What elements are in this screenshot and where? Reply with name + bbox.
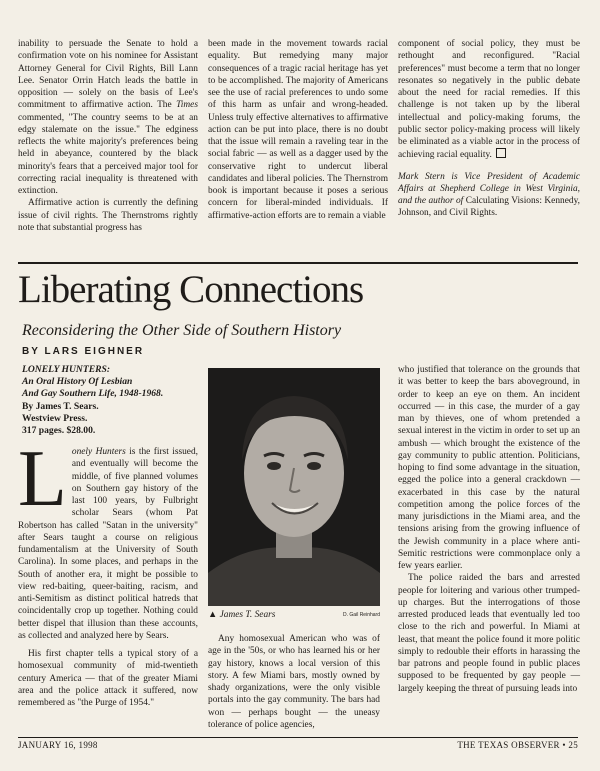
paragraph: inability to persuade the Senate to hold a confirmation vote on his nominee for Assistant Attorney General for Civil Rights, Bill Lann Lee. Senator Orrin Hatch leads the battle in opposition — solely on the basis of Lee's commitment to affirmative action. The Times commented, "The country seems to be at an edgy stalemate on the issue." The edginess reflects the white majority's preferences being held in abeyance, countered by the black minority's fears that a perceived major tool for correcting racial inequality is threatened with extinction. <box>18 39 198 196</box>
review-column-1 <box>18 435 198 709</box>
portrait-illustration <box>208 368 380 606</box>
book-info <box>22 364 163 437</box>
article-subheadline: Reconsidering the Other Side of Southern History <box>22 322 342 339</box>
book-title: LONELY HUNTERS: <box>22 364 111 375</box>
paragraph: been made in the movement towards racial equality. But remedying many major consequences of a tragic racial heritage has yet to be accomplished. The majority of Americans see the use of racial preferences to undo some of this harm as unfair and wrong-headed. Unless truly effective alternatives to affirmative action can be put into place, there is no doubt that the issue will remain a raveling tear in the social fabric — as well as a dagger used by the conservative right to undercut liberal candidates and liberal policies. The Thernstrom book is important because it poses a serious concern for liberal-minded individuals. If affirmative-action efforts are to remain a viable <box>208 39 388 221</box>
paragraph: who justified that tolerance on the grounds that it was better to keep the bars aboveground, in order to keep an eye on them. An incident occurred — in this case, the murder of a gay man by thieves, one of whom pretended a sexual interest in the victim in order to set up an ambush — which brought the existence of the gay community to public attention. Politicians, hoping to find some advantage in the situation, egged the police into a general crackdown — exacerbated in this case by the natural competition among the police forces of the many jurisdictions in the Miami area, and the tensions arising from the growing influence of the Jewish community in a place where anti-Semitic restrictions were commonplace only a few years earlier. <box>398 365 580 571</box>
paragraph: Lonely Hunters is the first issued, and eventually will become the middle, of five planned volumes on Southern gay history of the last 100 years, by Fulbright scholar Sears (whom Pat Robertson has called "Satan in the university" after Sears taught a course on religious fundamentalism at the University of South Carolina). In some places, and perhaps in the South of another era, it might be possible to view red-baiting, queer-baiting, racism, and anti-Semitism as distinct political hatreds that coincidentally crop up together. Nothing could better dispel that illusion than these accounts, as collected and analyzed here by Sears. <box>18 435 198 641</box>
footer-publication-page: THE TEXAS OBSERVER • 25 <box>457 740 578 750</box>
book-price: 317 pages. $28.00. <box>22 425 96 437</box>
drop-cap: L <box>18 435 67 523</box>
book-title-inline: onely Hunters <box>71 447 126 457</box>
photo-credit: D. Gail Reinhard <box>343 612 380 618</box>
book-publisher: Westview Press. <box>22 412 88 424</box>
review-column-3 <box>398 364 580 695</box>
byline: BY LARS EIGHNER <box>22 346 145 357</box>
publication-title: Times <box>176 100 198 111</box>
paragraph: Affirmative action is currently the defining issue of civil rights. The Thernstroms rightly note that substantial progress has <box>18 198 198 233</box>
photo-caption <box>208 610 380 620</box>
footer-date: JANUARY 16, 1998 <box>18 740 98 750</box>
paragraph: The police raided the bars and arrested people for loitering and various other trumped-up charges. But the interrogations of those arrested produced leads that eventually led too close to the rich and powerful. In Miami at least, that meant the police found it more politic simply to redouble their efforts in harassing the bar patrons and people found in public places supposed to be frequented by gay people — largely keeping the threat of pursuing leads into <box>398 573 580 694</box>
paragraph: component of social policy, they must be rethought and reconfigured. "Racial preferences" must become a term that no longer resonates so negatively in the public debate about the need for racial remedies. If this challenge is not taken up by the liberal intellectual and policy-making forums, the public sector policy-making process will likely be eliminated as a viable actor in the process of achieving racial equality. <box>398 39 580 161</box>
end-of-article-mark <box>496 148 506 158</box>
footer-divider <box>18 737 578 738</box>
top-article-column-2 <box>208 38 388 222</box>
article-headline: Liberating Connections <box>18 268 364 311</box>
top-article-column-3 <box>398 38 580 220</box>
top-article-column-1 <box>18 38 198 234</box>
book-author: By James T. Sears. <box>22 400 99 412</box>
paragraph: His first chapter tells a typical story of a homosexual community of mid-twentieth century America — that of the greater Miami area and the police attack it suffered, now remembered as "the Purge of 1954." <box>18 649 198 708</box>
paragraph: Any homosexual American who was of age in the '50s, or who has learned his or her gay history, knows a local version of this story. A few Miami bars, mostly owned by shady organizations, were the only visible portals into the gay community. The bars had won — perhaps bought — the uneasy tolerance of police agencies, <box>208 634 380 730</box>
caption-text: James T. Sears <box>219 610 276 620</box>
author-bio: Mark Stern is Vice President of Academic Affairs at Shepherd College in West Virginia, and the author of Calculating Visions: Kennedy, Johnson, and Civil Rights. <box>398 171 580 219</box>
caption-triangle-icon: ▲ <box>208 610 218 620</box>
author-photo <box>208 368 380 606</box>
section-divider <box>18 262 578 264</box>
book-subtitle: And Gay Southern Life, 1948-1968. <box>22 388 164 400</box>
review-column-2 <box>208 633 380 731</box>
book-subtitle: An Oral History Of Lesbian <box>22 376 133 388</box>
